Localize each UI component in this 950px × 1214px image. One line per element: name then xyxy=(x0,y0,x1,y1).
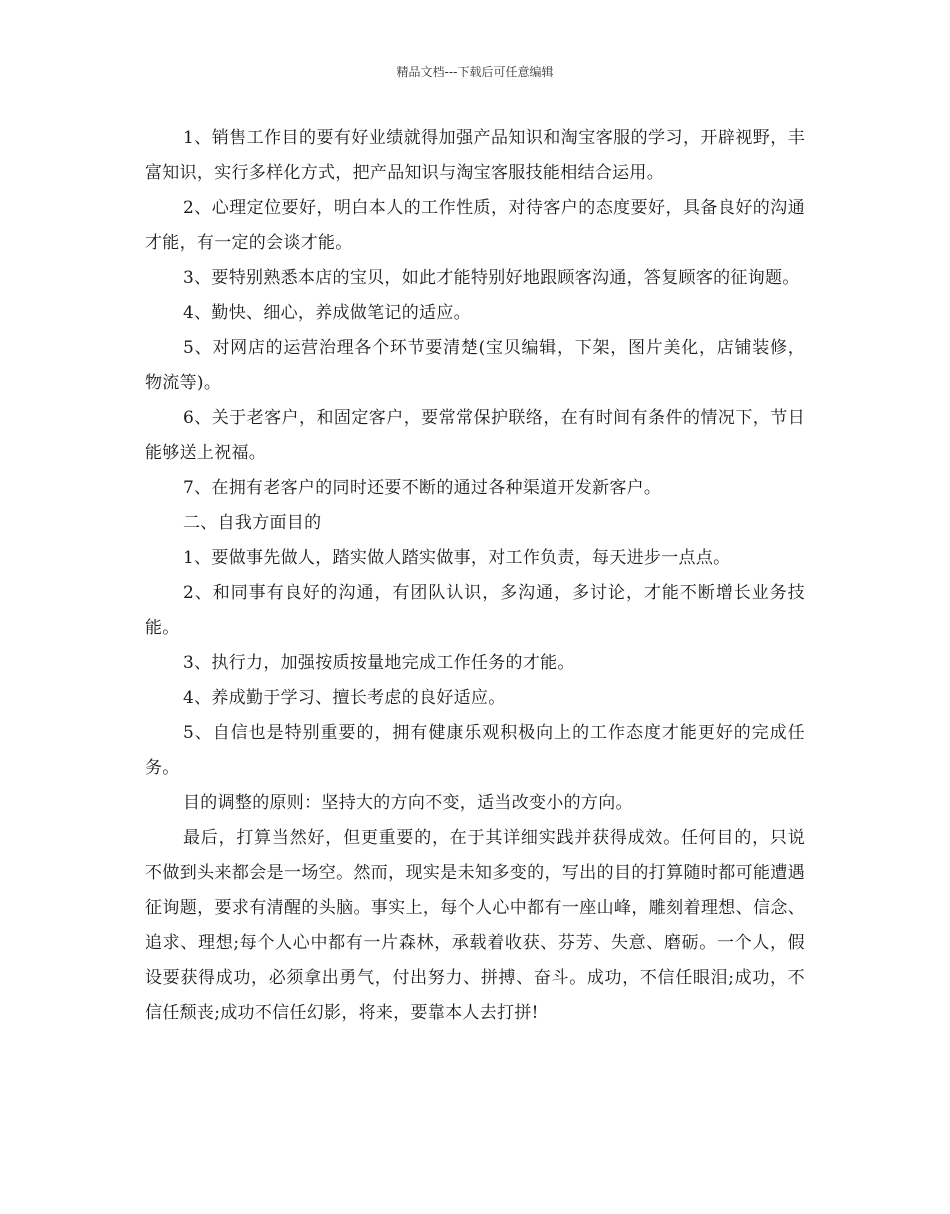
paragraph-self-4: 4、养成勤于学习、擅长考虑的良好适应。 xyxy=(183,688,506,708)
paragraph-self-3: 3、执行力，加强按质按量地完成工作任务的才能。 xyxy=(183,653,575,673)
paragraph-sales-6: 6、关于老客户，和固定客户，要常常保护联络，在有时间有条件的情况下，节日能够送上祝福。 xyxy=(145,408,805,463)
page-header: 精品文档---下载后可任意编辑 xyxy=(396,65,554,79)
paragraph-sales-7: 7、在拥有老客户的同时还要不断的通过各种渠道开发新客户。 xyxy=(183,478,662,498)
paragraph-sales-3: 3、要特别熟悉本店的宝贝，如此才能特别好地跟顾客沟通，答复顾客的征询题。 xyxy=(183,268,800,288)
paragraph-conclusion: 最后，打算当然好，但更重要的，在于其详细实践并获得成效。任何目的，只说不做到头来都会是一场空。然而，现实是未知多变的，写出的目的打算随时都可能遭遇征询题，要求有清醒的头脑。事实上，每个人心中都有一座山峰，雕刻着理想、信念、追求、理想;每个人心中都有一片森林，承载着收获、芬芳、失意、磨砺。一个人，假设要获得成功，必须拿出勇气，付出努力、拼搏、奋斗。成功，不信任眼泪;成功，不信任颓丧;成功不信任幻影，将来，要靠本人去打拼! xyxy=(145,828,805,1023)
paragraph-self-1: 1、要做事先做人，踏实做人踏实做事，对工作负责，每天进步一点点。 xyxy=(183,548,731,568)
section-heading-self: 二、自我方面目的 xyxy=(183,513,322,533)
paragraph-adjust-principle: 目的调整的原则：坚持大的方向不变，适当改变小的方向。 xyxy=(183,793,633,813)
paragraph-sales-4: 4、勤快、细心，养成做笔记的适应。 xyxy=(183,303,471,323)
paragraph-self-2: 2、和同事有良好的沟通，有团队认识，多沟通，多讨论，才能不断增长业务技能。 xyxy=(145,583,805,638)
document-body xyxy=(145,121,805,1031)
paragraph-sales-1: 1、销售工作目的要有好业绩就得加强产品知识和淘宝客服的学习，开辟视野，丰富知识，实行多样化方式，把产品知识与淘宝客服技能相结合运用。 xyxy=(145,128,805,183)
paragraph-sales-2: 2、心理定位要好，明白本人的工作性质，对待客户的态度要好，具备良好的沟通才能，有一定的会谈才能。 xyxy=(145,198,805,253)
paragraph-sales-5: 5、对网店的运营治理各个环节要清楚(宝贝编辑，下架，图片美化，店铺装修，物流等)。 xyxy=(145,338,805,393)
paragraph-self-5: 5、自信也是特别重要的，拥有健康乐观积极向上的工作态度才能更好的完成任务。 xyxy=(145,723,805,778)
